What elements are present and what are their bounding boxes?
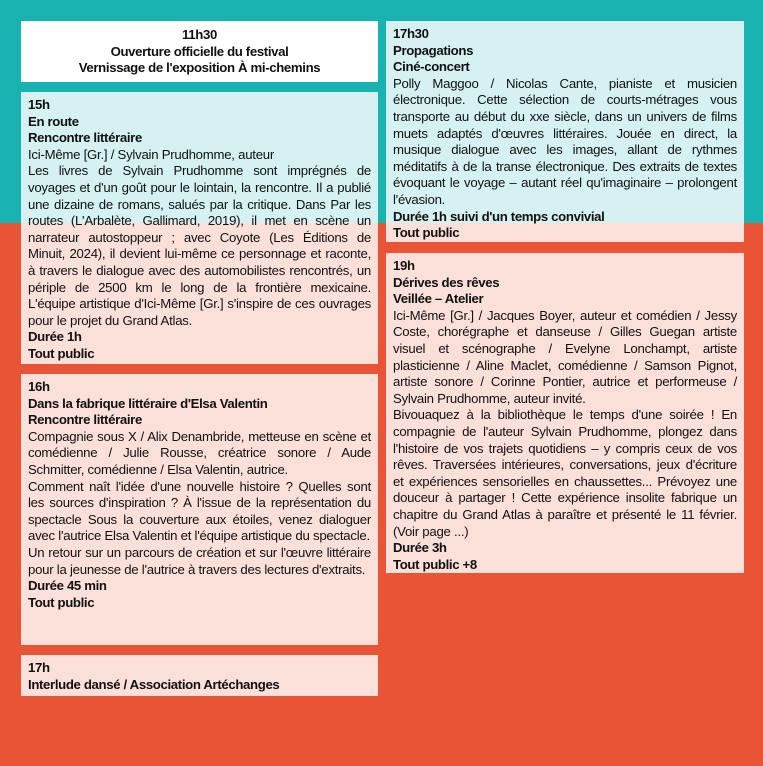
event-type: Rencontre littéraire xyxy=(28,412,142,428)
event-title: Dans la fabrique littéraire d'Elsa Valentin xyxy=(28,395,268,411)
event-audience: Tout public xyxy=(28,345,95,361)
event-participants: Compagnie sous X / Alix Denambride, metteuse en scène et comédienne / Julie Rousse, créatrice sonore / Aude Schmitter, comédienne / Elsa Valentin, autrice. xyxy=(28,428,371,477)
event-16h xyxy=(21,374,378,645)
event-duration: Durée 45 min xyxy=(28,578,107,594)
event-audience: Tout public xyxy=(28,594,95,610)
event-type: Ciné-concert xyxy=(393,59,470,75)
event-audience: Tout public xyxy=(393,225,460,241)
event-participants: Ici-Même [Gr.] / Sylvain Prudhomme, auteur xyxy=(28,146,275,162)
event-19h xyxy=(386,253,744,573)
opening-line1: Ouverture officielle du festival xyxy=(110,43,289,59)
event-description: Les livres de Sylvain Prudhomme sont imprégnés de voyages et d'un goût pour le lointain, la rencontre. Il a publié une dizaine de romans, salués par la critique. Dans Par les routes (L'Arbalète, Gallimard, 2019), il met en scène un narrateur autostoppeur ; avec Coyote (Les Éditions de Minuit, 2024), il devient lui-même ce personnage et raconte, à travers le dialogue avec des automobilistes rencontrés, un périple de 2500 km le long de la frontière mexicaine. L'équipe artistique d'Ici-Même [Gr.] s'inspire de ces ouvrages pour le projet du Grand Atlas. xyxy=(28,163,371,328)
event-15h xyxy=(21,92,378,364)
event-time: 17h30 xyxy=(393,26,429,41)
event-time: 19h xyxy=(393,258,415,273)
event-participants: Ici-Même [Gr.] / Jacques Boyer, auteur et comédien / Jessy Coste, chorégraphe et danseuse / Gilles Guegan artiste visuel et scénographe / Evelyne Lonchampt, artiste plasticienne / Aline Maclet, comédienne / Samson Pignot, artiste sonore / Corinne Pontier, autrice et performeuse / Sylvain Prudhomme, auteur invité. xyxy=(393,307,737,406)
event-duration: Durée 3h xyxy=(393,540,447,556)
event-time: 16h xyxy=(28,379,50,394)
opening-time: 11h30 xyxy=(182,27,217,42)
event-17h30 xyxy=(386,21,744,242)
event-duration: Durée 1h suivi d'un temps convivial xyxy=(393,208,605,224)
event-duration: Durée 1h xyxy=(28,329,82,345)
event-audience: Tout public +8 xyxy=(393,556,477,572)
event-17h xyxy=(21,655,378,696)
event-title: En route xyxy=(28,113,79,129)
event-title: Dérives des rêves xyxy=(393,274,500,290)
event-description-2: Un retour sur un parcours de création et sur l'œuvre littéraire pour la jeunesse de l'autrice à travers des lectures d'extraits. xyxy=(28,544,371,577)
event-description: Polly Maggoo / Nicolas Cante, pianiste et musicien électronique. Cette sélection de courts-métrages vous transporte au début du xxe siècle, dans un univers de films muets adaptés d'œuvres littéraires. Jouée en direct, la musique dialogue avec les images, allant de rythmes méditatifs à de la transe électronique. Des extraits de textes évoquant le voyage – autant réel qu'imaginaire – prolongent l'évasion. xyxy=(393,75,737,207)
event-time: 17h xyxy=(28,660,50,675)
event-description: Bivouaquez à la bibliothèque le temps d'une soirée ! En compagnie de l'auteur Sylvain Prudhomme, plongez dans l'histoire de vos trajets quotidiens – y compris ceux de vos rêves. Traversées intérieures, conversations, jeux d'écriture et expériences sensorielles en chaussettes... Prévoyez une douceur à partager ! Cette expérience insolite fabrique un chapitre du Grand Atlas à paraître et présenté le 11 février. (Voir page ...) xyxy=(393,407,737,539)
event-type: Veillée – Atelier xyxy=(393,291,484,307)
event-description: Comment naît l'idée d'une nouvelle histoire ? Quelles sont les sources d'inspiration ? À l'issue de la représentation du spectacle Sous la couverture aux étoiles, venez dialoguer avec l'autrice Elsa Valentin et l'équipe artistique du spectacle. xyxy=(28,478,371,544)
event-type: Rencontre littéraire xyxy=(28,130,142,146)
event-time: 15h xyxy=(28,97,50,112)
event-title: Propagations xyxy=(393,42,474,58)
event-title: Interlude dansé / Association Artéchanges xyxy=(28,676,280,692)
opening-line2: Vernissage de l'exposition À mi-chemins xyxy=(78,60,321,76)
opening-box xyxy=(21,21,378,82)
